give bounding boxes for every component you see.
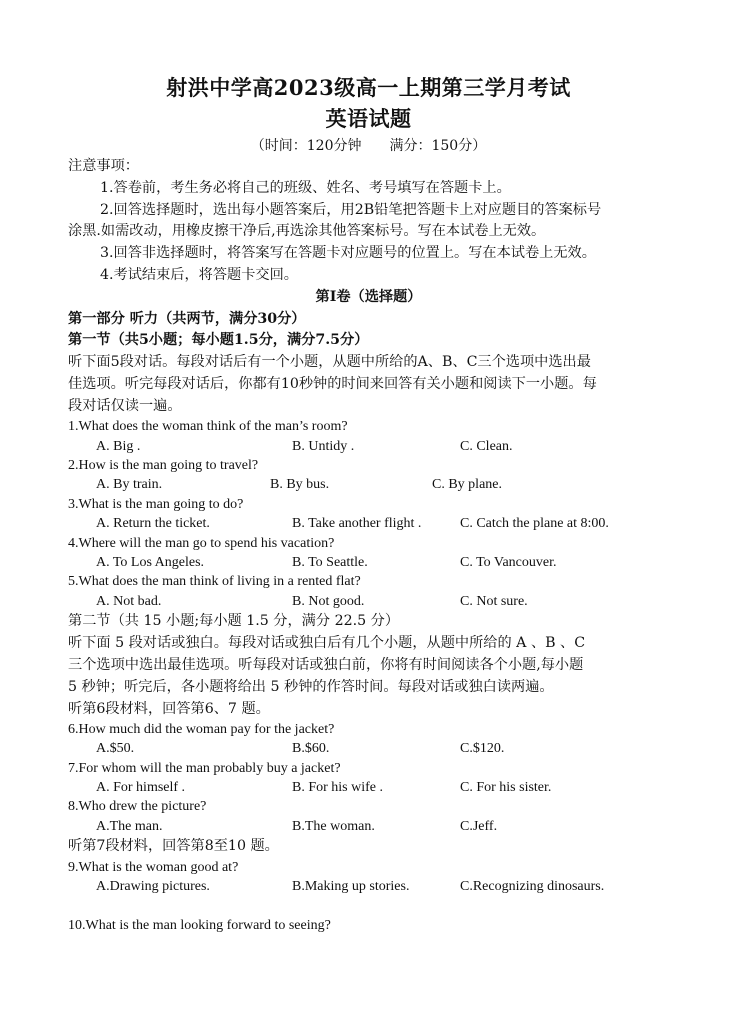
q7-option-a: A. For himself . [96, 780, 186, 795]
q9-option-c: C.Recognizing dinosaurs. [460, 879, 605, 894]
q5-option-b: B. Not good. [292, 594, 365, 609]
exam-title: 射洪中学高2023级高一上期第三学月考试 [166, 75, 571, 100]
exam-subtitle: 英语试题 [325, 106, 412, 131]
notes-heading: 注意事项： [68, 158, 139, 174]
volume-heading: 第I卷（选择题） [315, 289, 422, 305]
q3-option-b: B. Take another flight . [292, 516, 422, 531]
q5-option-c: C. Not sure. [460, 594, 528, 609]
section1-instr-3: 段对话仅读一遍。 [68, 398, 182, 414]
q2-option-b: B. By bus. [270, 477, 330, 492]
material-7-instr: 听第7段材料，回答第8至10 题。 [68, 838, 279, 854]
question-5: 5.What does the man think of living in a rented flat? [68, 574, 361, 589]
note-4: 4.考试结束后，将答题卡交回。 [100, 267, 298, 283]
question-3: 3.What is the man going to do? [68, 497, 244, 512]
q8-option-c: C.Jeff. [460, 819, 498, 834]
q6-option-b: B.$60. [292, 741, 330, 756]
q3-option-a: A. Return the ticket. [96, 516, 210, 531]
q8-option-a: A.The man. [96, 819, 163, 834]
q7-option-c: C. For his sister. [460, 780, 552, 795]
q3-option-c: C. Catch the plane at 8:00. [460, 516, 609, 531]
question-1: 1.What does the woman think of the man’s room? [68, 419, 348, 434]
q7-option-b: B. For his wife . [292, 780, 383, 795]
part1-heading: 第一部分 听力（共两节，满分30分） [68, 311, 306, 327]
q8-option-b: B.The woman. [292, 819, 375, 834]
section1-instr-2: 佳选项。听完每段对话后，你都有10秒钟的时间来回答有关小题和阅读下一小题。每 [68, 376, 597, 392]
note-2b: 涂黑.如需改动，用橡皮擦干净后,再选涂其他答案标号。写在本试卷上无效。 [68, 223, 546, 239]
section2-heading: 第二节（共 15 小题;每小题 1.5 分，满分 22.5 分） [68, 613, 400, 629]
q1-option-b: B. Untidy . [292, 439, 355, 454]
q4-option-a: A. To Los Angeles. [96, 555, 205, 570]
q5-option-a: A. Not bad. [96, 594, 162, 609]
q9-option-a: A.Drawing pictures. [96, 879, 210, 894]
q6-option-c: C.$120. [460, 741, 505, 756]
question-6: 6.How much did the woman pay for the jacket? [68, 722, 335, 737]
q1-option-c: C. Clean. [460, 439, 513, 454]
time-score: （时间：120分钟 满分：150分） [250, 138, 487, 154]
section1-instr-1: 听下面5段对话。每段对话后有一个小题，从题中所给的A、B、C三个选项中选出最 [68, 354, 591, 370]
material-6-instr: 听第6段材料，回答第6、7 题。 [68, 701, 270, 717]
section1-heading: 第一节（共5小题；每小题1.5分，满分7.5分） [68, 332, 369, 348]
question-8: 8.Who drew the picture? [68, 799, 207, 814]
section2-instr-3: 5 秒钟；听完后，各小题将给出 5 秒钟的作答时间。每段对话或独白读两遍。 [68, 679, 554, 695]
q2-option-a: A. By train. [96, 477, 163, 492]
q6-option-a: A.$50. [96, 741, 135, 756]
q1-option-a: A. Big . [96, 439, 141, 454]
question-2: 2.How is the man going to travel? [68, 458, 259, 473]
question-9: 9.What is the woman good at? [68, 860, 239, 875]
section2-instr-1: 听下面 5 段对话或独白。每段对话或独白后有几个小题，从题中所给的 A 、B 、C [68, 635, 586, 651]
section2-instr-2: 三个选项中选出最佳选项。听每段对话或独白前，你将有时间阅读各个小题,每小题 [68, 657, 584, 673]
question-7: 7.For whom will the man probably buy a jacket? [68, 761, 341, 776]
note-1: 1.答卷前，考生务必将自己的班级、姓名、考号填写在答题卡上。 [100, 180, 511, 196]
q4-option-b: B. To Seattle. [292, 555, 368, 570]
note-2a: 2.回答选择题时，选出每小题答案后，用2B铅笔把答题卡上对应题目的答案标号 [100, 202, 602, 218]
note-3: 3.回答非选择题时，将答案写在答题卡对应题号的位置上。写在本试卷上无效。 [100, 245, 596, 261]
question-10: 10.What is the man looking forward to seeing? [68, 918, 331, 933]
question-4: 4.Where will the man go to spend his vacation? [68, 536, 335, 551]
q2-option-c: C. By plane. [432, 477, 502, 492]
q9-option-b: B.Making up stories. [292, 879, 410, 894]
q4-option-c: C. To Vancouver. [460, 555, 557, 570]
